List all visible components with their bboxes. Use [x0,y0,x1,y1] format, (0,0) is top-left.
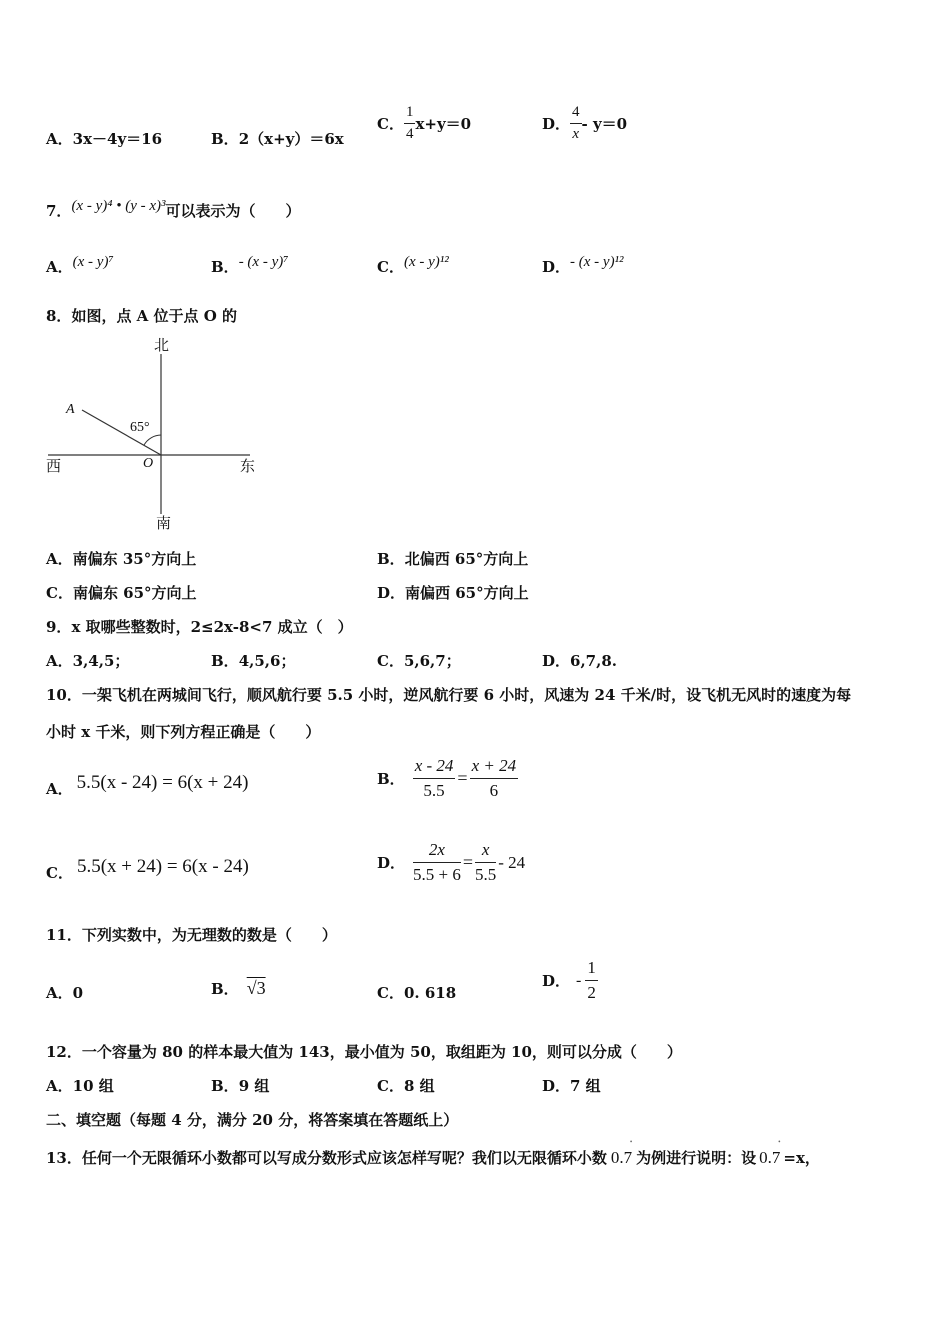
repeat-dot-icon: • [629,1138,633,1146]
repeating-decimal-1: 0.7 • [610,1138,633,1167]
q9-stem-text: x 取哪些整数时，2≤2x-8<7 成立（ ） [71,618,353,636]
q13-stem: 13．任何一个无限循环小数都可以写成分数形式应该怎样写呢？我们以无限循环小数 0.7 • 为例进行说明：设 0.7 • =x， [46,1138,820,1167]
label-north: 北 [154,336,170,354]
q7-option-d: D．- (x - y)¹² [542,254,624,276]
q6-d-fraction: $\frac{4}{x}$ [572,104,580,142]
q12-number: 12． [46,1043,82,1061]
q11-option-d: D． - $\frac{1}{2}$ [542,958,596,1002]
repeat-dot-icon: • [778,1138,781,1146]
q10-d-fraction-right: $\frac{x}{5.5}$ [475,840,497,884]
q7-stem [46,198,301,221]
q7-c-expression: (x - y)¹² [403,254,449,270]
q6-c-rest: x+y＝0 [415,115,472,133]
q6-c-label: C． [377,115,404,133]
q12-option-b: B．9 组 [211,1077,270,1095]
q6-a-label: A． [46,130,73,148]
q10-option-b: B． $\frac{x - 24}{5.5}$ = $\frac{x + 24}{6}$ [377,756,517,800]
q8-option-b: B．北偏西 65°方向上 [377,550,529,568]
q7-option-a: A．(x - y)⁷ [46,254,114,276]
label-south: 南 [156,514,172,532]
q8-option-a: A．南偏东 35°方向上 [46,550,197,568]
q11-option-b: B． √3 [211,978,266,998]
q10-d-fraction-left: $\frac{2x}{5.5 + 6}$ [413,840,461,884]
q13-number: 13． [46,1149,82,1167]
q12-stem [46,1041,682,1062]
q8-option-c: C．南偏东 65°方向上 [46,584,197,602]
label-point-a: A [66,402,75,417]
q6-option-c [377,104,471,143]
q11-option-a: A．0 [46,984,84,1002]
label-west: 西 [46,457,62,475]
label-angle: 65° [130,420,150,435]
q8-option-d: D．南偏西 65°方向上 [377,584,529,602]
q6-c-fraction: $\frac{1}{4}$ [405,104,414,142]
q7-a-expression: (x - y)⁷ [72,254,114,270]
q6-option-d [542,104,627,143]
q10-stem-line1: 10．一架飞机在两城间飞行，顺风航行要 5.5 小时，逆风航行要 6 小时，风速为 24 千米/时，设飞机无风时的速度为每 [46,686,852,704]
q10-number: 10． [46,686,82,704]
section-fill-in-title: 二、填空题（每题 4 分，满分 20 分，将答案填在答题纸上） [46,1111,459,1129]
q7-option-b: B．- (x - y)⁷ [211,254,289,276]
q9-option-b: B．4,5,6； [211,652,296,670]
repeating-decimal-2: 0.7 • [759,1138,781,1167]
q12-option-d: D．7 组 [542,1077,601,1095]
q8-stem [46,305,237,326]
q8-stem-text: 如图，点 A 位于点 O 的 [71,307,238,325]
q9-number: 9． [46,618,72,636]
q12-stem-text: 一个容量为 80 的样本最大值为 143，最小值为 50，取组距为 10，则可以分成（ ） [81,1043,682,1061]
q11-d-fraction: $\frac{1}{2}$ [587,958,596,1002]
q6-b-label: B． [211,130,239,148]
q7-expression: (x - y)⁴ • (y - x)³ [71,198,166,214]
q6-option-b [211,128,344,149]
q11-stem-text: 下列实数中，为无理数的数是（ ） [81,926,337,944]
q10-b-fraction-left: $\frac{x - 24}{5.5}$ [414,756,454,800]
q12-option-c: C．8 组 [377,1077,435,1095]
q10-option-c: C． 5.5(x + 24) = 6(x - 24) [46,856,249,882]
q6-d-rest: - y＝0 [581,115,628,133]
q9-option-d: D．6,7,8. [542,652,617,670]
q10-option-d: D． $\frac{2x}{5.5 + 6}$ = $\frac{x}{5.5}$ - 24 [377,840,526,884]
q10-a-equation: 5.5(x - 24) = 6(x + 24) [76,772,249,793]
q9-stem [46,616,353,637]
q6-a-text: 3x－4y＝16 [72,130,163,148]
q7-stem-text: 可以表示为（ ） [165,202,301,220]
q6-option-a [46,128,162,149]
q7-d-expression: - (x - y)¹² [570,254,624,270]
q7-b-expression: - (x - y)⁷ [238,254,289,270]
q9-option-a: A．3,4,5； [46,652,130,670]
q8-number: 8． [46,307,72,325]
q10-b-fraction-right: $\frac{x + 24}{6}$ [471,756,517,800]
q6-b-text: 2（x+y）＝6x [238,130,344,148]
q11-option-c: C．0. 618 [377,984,457,1002]
sqrt-three: √3 [246,978,266,998]
label-east: 东 [240,457,256,475]
q11-stem [46,924,337,945]
q7-option-c: C．(x - y)¹² [377,254,449,276]
q12-option-a: A．10 组 [46,1077,114,1095]
q7-number: 7． [46,202,72,220]
q9-option-c: C．5,6,7； [377,652,461,670]
q10-c-equation: 5.5(x + 24) = 6(x - 24) [76,856,249,877]
q6-d-label: D． [542,115,571,133]
q10-stem-line2: 小时 x 千米，则下列方程正确是（ ） [46,723,321,741]
angle-arc [144,435,161,445]
q11-number: 11． [46,926,82,944]
label-point-o: O [143,456,154,471]
q8-compass-diagram [40,332,270,532]
q8-compass-figure [40,332,270,532]
q10-option-a: A． 5.5(x - 24) = 6(x + 24) [46,772,249,798]
